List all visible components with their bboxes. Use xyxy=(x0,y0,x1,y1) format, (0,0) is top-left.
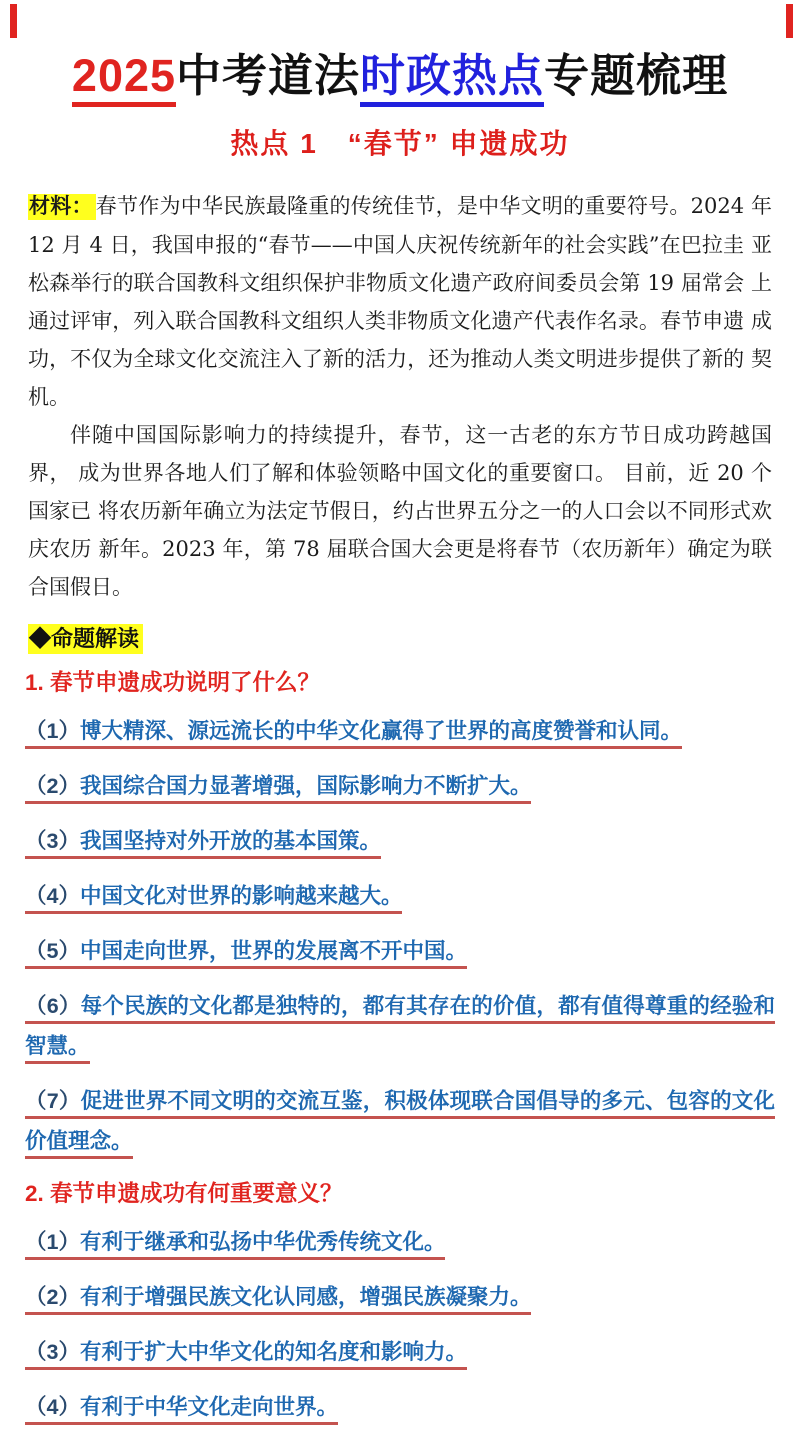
page-title xyxy=(0,46,800,107)
red-corner-bar-right xyxy=(786,4,793,38)
answer-item xyxy=(25,931,775,971)
material-label: 材料： xyxy=(28,194,96,220)
material-paragraph-2: 伴随中国国际影响力的持续提升，春节，这一古老的东方节日成功跨越国界， 成为世界各地人们了解和体验领略中国文化的重要窗口。 目前，近 20 个国家已 将农历新年确立为法定节假日，约占世界五分之一的人口会以不同形式欢庆农历 新年。2023 年，第 78 届联合国大会更是将春节（农历新年）确定为联合国假日。 xyxy=(28,422,772,599)
question-1-title: 1. 春节申遗成功说明了什么？ xyxy=(25,669,321,695)
answer-prefix: （4） xyxy=(25,1394,80,1419)
answer-item xyxy=(25,1222,775,1262)
answer-text: 促进世界不同文明的交流互鉴，积极体现联合国倡导的多元、包容的文化 价值理念。 xyxy=(25,1088,775,1153)
red-corner-bar-left xyxy=(10,4,17,38)
title-hot: 时政热点 xyxy=(360,50,544,107)
answer-prefix: （2） xyxy=(25,1284,80,1309)
answer-text: 有利于扩大中华文化的知名度和影响力。 xyxy=(79,1339,467,1364)
title-year: 2025 xyxy=(72,50,176,107)
answer-text: 有利于中华文化走向世界。 xyxy=(79,1394,338,1419)
material-paragraph-1 xyxy=(28,187,772,416)
answer-text: 中国文化对世界的影响越来越大。 xyxy=(79,883,403,908)
answer-text: 我国坚持对外开放的基本国策。 xyxy=(79,828,381,853)
answer-prefix: （3） xyxy=(25,828,80,853)
answer-item xyxy=(25,986,775,1066)
answer-prefix: （6） xyxy=(25,993,81,1018)
answer-text: 我国综合国力显著增强，国际影响力不断扩大。 xyxy=(79,773,532,798)
answer-item xyxy=(25,821,775,861)
topic-subtitle: 热点 1 “春节” 申遗成功 xyxy=(230,127,570,159)
answer-text: 中国走向世界，世界的发展离不开中国。 xyxy=(79,938,467,963)
answer-item xyxy=(25,876,775,916)
question-2-title: 2. 春节申遗成功有何重要意义？ xyxy=(25,1180,343,1206)
answer-prefix: （1） xyxy=(25,718,80,743)
answer-prefix: （7） xyxy=(25,1088,81,1113)
answer-item xyxy=(25,1081,775,1161)
answer-text: 博大精深、源远流长的中华文化赢得了世界的高度赞誉和认同。 xyxy=(79,718,682,743)
answer-prefix: （4） xyxy=(25,883,80,908)
answer-item xyxy=(25,1332,775,1372)
analysis-header-text: ◆命题解读 xyxy=(28,624,143,654)
answer-item xyxy=(25,711,775,751)
answer-item xyxy=(25,1277,775,1317)
answer-text: 每个民族的文化都是独特的，都有其存在的价值，都有值得尊重的经验和 智慧。 xyxy=(25,993,775,1058)
analysis-section-header xyxy=(28,622,772,653)
answer-text: 有利于继承和弘扬中华优秀传统文化。 xyxy=(79,1229,446,1254)
title-exam: 中考道法 xyxy=(176,50,361,101)
answer-prefix: （1） xyxy=(25,1229,80,1254)
answer-text: 有利于增强民族文化认同感，增强民族凝聚力。 xyxy=(79,1284,532,1309)
answer-prefix: （2） xyxy=(25,773,80,798)
answer-item xyxy=(25,1387,775,1427)
material-text-1: 春节作为中华民族最隆重的传统佳节，是中华文明的重要符号。2024 年 12 月 4 日，我国申报的“春节——中国人庆祝传统新年的社会实践”在巴拉圭 亚松森举行的联合国教科文组织保护非物质文化遗产政府间委员会第 19 届常会 上通过评审，列入联合国教科文组织人类非物质文化遗产代表作名录。春节申遗 成功，不仅为全球文化交流注入了新的活力，还为推动人类文明进步提供了新的 契机。 xyxy=(28,193,773,409)
answer-prefix: （5） xyxy=(25,938,80,963)
answer-item xyxy=(25,766,775,806)
answer-prefix: （3） xyxy=(25,1339,80,1364)
title-tail: 专题梳理 xyxy=(544,50,729,101)
